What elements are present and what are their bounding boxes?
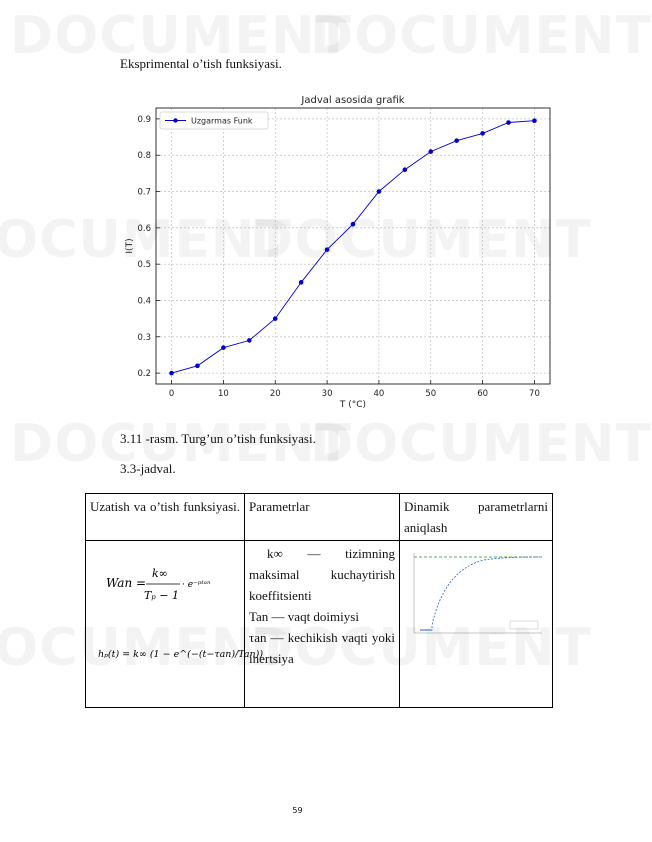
y-tick-label: 0.3: [137, 332, 151, 343]
step-response-formula: hₚ(t) = k∞ (1 − e^(−(t−τan)/Tan)): [98, 649, 264, 660]
y-axis-ticks: [137, 115, 160, 379]
table-label: 3.3-jadval.: [120, 461, 176, 476]
data-point: [506, 120, 511, 125]
y-tick-label: 0.5: [137, 260, 151, 271]
data-point: [299, 280, 304, 285]
table-body-row: [86, 541, 553, 708]
x-tick-label: 40: [373, 389, 385, 399]
x-tick-label: 70: [529, 389, 540, 399]
line-chart: [118, 92, 558, 422]
y-tick-label: 0.8: [137, 151, 151, 162]
figure-caption: 3.11 -rasm. Turg’un o’tish funksiyasi.: [120, 431, 316, 446]
header-transfer-function: Uzatish va o’tish funksiyasi.: [86, 494, 245, 541]
param-k-inf: k∞ — tizimning maksimal kuchaytirish koeffitsienti: [249, 546, 395, 603]
data-point: [273, 316, 278, 321]
data-point: [221, 345, 226, 350]
legend-marker: [173, 118, 177, 122]
parameters-cell: [245, 541, 400, 708]
thumb-response-curve: [420, 557, 540, 630]
data-point: [247, 338, 252, 343]
formula-graphic: [90, 543, 264, 693]
x-tick-label: 20: [269, 389, 281, 399]
x-tick-label: 60: [477, 389, 489, 399]
page-number: 59: [292, 806, 303, 815]
chart-title: Jadval asosida grafik: [301, 95, 405, 106]
legend: [160, 112, 268, 129]
data-point: [532, 118, 537, 123]
data-point: [403, 167, 408, 172]
chart-grid: [156, 108, 550, 384]
data-point: [480, 131, 485, 136]
y-tick-label: 0.7: [137, 187, 151, 198]
legend-label: Uzgarmas Funk: [191, 116, 253, 126]
plot-frame: [156, 108, 550, 384]
y-axis-label: I(T): [125, 238, 135, 254]
data-point: [351, 222, 356, 227]
transfer-exponent: · e⁻ᵖᵗᵃⁿ: [182, 580, 211, 590]
step-response-thumbnail: [404, 545, 544, 645]
x-axis-label: T (°C): [339, 400, 367, 410]
header-dynamic-params: Dinamik parametrlarni aniqlash: [400, 494, 553, 541]
data-point: [325, 247, 330, 252]
x-tick-label: 0: [168, 389, 175, 399]
dynamic-plot-cell: [400, 541, 553, 708]
x-axis-ticks: [169, 380, 540, 399]
y-tick-label: 0.2: [137, 369, 151, 380]
formula-cell: [86, 541, 264, 708]
table-header-row: [86, 494, 553, 541]
transfer-lhs: Wan =: [106, 576, 147, 590]
data-point: [428, 149, 433, 154]
watermark-text: [310, 6, 652, 66]
transfer-numerator: k∞: [152, 567, 168, 580]
data-point: [195, 364, 200, 369]
param-tau: τan — kechikish vaqti yoki inertsiya: [249, 630, 395, 666]
data-point: [377, 189, 382, 194]
thumb-legend: [510, 621, 538, 629]
x-tick-label: 30: [321, 389, 333, 399]
parameters-table: [85, 493, 553, 708]
header-parameters: Parametrlar: [245, 494, 400, 541]
y-tick-label: 0.9: [137, 114, 151, 125]
watermark-text: [310, 414, 652, 474]
y-tick-label: 0.4: [137, 296, 151, 307]
transfer-denominator: Tₚ − 1: [144, 589, 179, 602]
x-tick-label: 10: [217, 389, 229, 399]
y-tick-label: 0.6: [137, 223, 151, 234]
data-point: [169, 371, 174, 376]
x-tick-label: 50: [425, 389, 437, 399]
series-line: [172, 121, 535, 373]
data-point: [454, 138, 459, 143]
param-tan: Tan — vaqt doimiysi: [249, 609, 359, 624]
section-heading: Eksprimental o’tish funksiyasi.: [120, 56, 282, 71]
